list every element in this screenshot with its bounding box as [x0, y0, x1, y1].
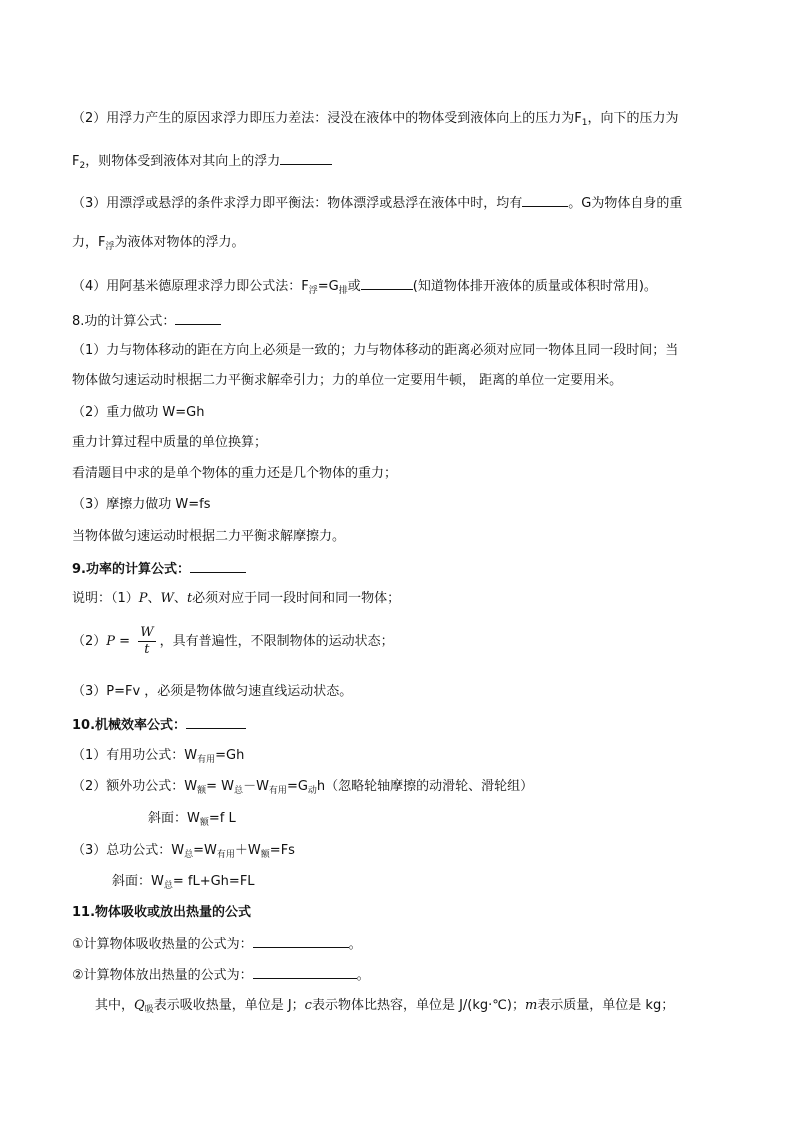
subscript: 有用 — [216, 850, 235, 860]
text: ②计算物体放出热量的公式为： — [72, 968, 253, 983]
text: ，向下的压力为 — [587, 111, 679, 126]
text: 当物体做匀速运动时根据二力平衡求解摩擦力。 — [72, 529, 346, 544]
subscript: 额 — [197, 786, 207, 796]
symbol: Q — [134, 998, 145, 1013]
text: = — [115, 634, 135, 649]
answer-blank[interactable] — [253, 966, 357, 979]
float-method-4 — [72, 277, 657, 300]
text: 看清题目中求的是单个物体的重力还是几个物体的重力； — [72, 466, 398, 481]
text: = W — [206, 779, 235, 794]
work-note-1a — [72, 342, 678, 360]
text: 为液体对物体的浮力。 — [114, 235, 245, 250]
float-method-2-line2 — [72, 152, 332, 175]
subscript: 动 — [307, 786, 317, 796]
text: h（忽略轮轴摩擦的动滑轮、滑轮组） — [316, 779, 534, 794]
text: =G — [317, 279, 339, 294]
text: 表示质量，单位是 kg； — [537, 998, 675, 1013]
text: (知道物体排开液体的质量或体积时常用)。 — [412, 279, 657, 294]
subscript: 浮 — [308, 286, 318, 296]
float-method-2-line1 — [72, 110, 679, 132]
extra-work — [72, 778, 533, 800]
heat-symbols-note — [95, 997, 674, 1019]
float-method-3-line1 — [72, 194, 682, 213]
text: ，则物体受到液体对其向上的浮力 — [85, 154, 281, 169]
power-note-2 — [72, 625, 394, 659]
text: 、 — [173, 591, 187, 606]
text: =f L — [208, 811, 236, 826]
subscript: 吸 — [144, 1005, 154, 1015]
extra-work-incline — [148, 810, 236, 832]
text: F — [72, 154, 80, 169]
subscript: 排 — [338, 286, 348, 296]
text: 。G为物体自身的重 — [568, 196, 683, 211]
answer-blank[interactable] — [522, 194, 568, 207]
text: （2）用浮力产生的原因求浮力即压力差法：浸没在液体中的物体受到液体向上的压力为 — [72, 111, 575, 126]
subscript: 总 — [184, 850, 194, 860]
answer-blank[interactable] — [361, 277, 413, 290]
symbol: c — [304, 998, 312, 1013]
text: （3）总功公式：W — [72, 843, 185, 858]
text: 其中， — [95, 998, 135, 1013]
symbol: t — [186, 591, 193, 606]
symbol: W — [160, 591, 174, 606]
heat-release — [72, 966, 370, 985]
text: （3）摩擦力做功 W=fs — [72, 497, 211, 512]
text: （1）力与物体移动的距在方向上必须是一致的；力与物体移动的距离必须对应同一物体且同一段时间；当 — [72, 343, 679, 358]
work-gravity-note-a — [72, 434, 267, 452]
work-gravity — [72, 404, 204, 422]
total-work-incline — [112, 873, 255, 895]
text: （3）P=Fv ，必须是物体做匀速直线运动状态。 — [72, 684, 353, 699]
text: （3）用漂浮或悬浮的条件求浮力即平衡法：物体漂浮或悬浮在液体中时，均有 — [72, 196, 523, 211]
work-note-1b — [72, 372, 622, 390]
text: 8.功的计算公式： — [72, 314, 176, 329]
symbol: P — [138, 591, 148, 606]
symbol: m — [524, 998, 538, 1013]
subscript: 有用 — [197, 755, 216, 765]
text: －W — [243, 779, 269, 794]
text: ， — [159, 634, 173, 649]
work-friction — [72, 496, 211, 514]
text: ＋W — [234, 843, 261, 858]
text: ①计算物体吸收热量的公式为： — [72, 937, 253, 952]
text: （2）重力做功 W=Gh — [72, 405, 205, 420]
subscript: 1 — [581, 118, 588, 128]
text: 9.功率的计算公式： — [72, 562, 190, 577]
text: 、 — [147, 591, 161, 606]
section-8-heading — [72, 312, 221, 331]
text: =Fs — [269, 843, 295, 858]
text: （2）额外功公式：W — [72, 779, 198, 794]
text: 。 — [356, 968, 370, 983]
text: =G — [286, 779, 308, 794]
subscript: 额 — [260, 850, 270, 860]
text: 表示物体比热容，单位是 J/(kg·℃)； — [311, 998, 525, 1013]
text: 说明：（1） — [72, 591, 139, 606]
text: （1）有用功公式：W — [72, 748, 198, 763]
text: 。 — [348, 937, 362, 952]
heat-absorb — [72, 935, 362, 954]
answer-blank[interactable] — [190, 560, 246, 573]
work-friction-note — [72, 528, 345, 546]
text: =W — [193, 843, 217, 858]
answer-blank[interactable] — [280, 152, 332, 165]
text: 斜面：W — [112, 874, 164, 889]
text: 重力计算过程中质量的单位换算； — [72, 435, 268, 450]
answer-blank[interactable] — [175, 312, 221, 325]
float-method-3-line2 — [72, 234, 245, 256]
subscript: 浮 — [105, 242, 115, 252]
subscript: 额 — [199, 818, 209, 828]
text: （2） — [72, 634, 107, 649]
fraction — [138, 625, 155, 658]
text: 10.机械效率公式： — [72, 718, 187, 733]
power-note-3 — [72, 683, 352, 701]
denominator: t — [144, 642, 150, 657]
subscript: 2 — [79, 161, 86, 171]
section-9-heading — [72, 560, 246, 579]
text: 或 — [347, 279, 361, 294]
text: 具有普遍性，不限制物体的运动状态； — [172, 634, 394, 649]
text: =Gh — [215, 748, 245, 763]
text: 斜面：W — [148, 811, 200, 826]
text: 必须对应于同一段时间和同一物体； — [192, 591, 401, 606]
text: = fL+Gh=FL — [172, 874, 255, 889]
work-gravity-note-b — [72, 465, 397, 483]
answer-blank[interactable] — [253, 935, 349, 948]
useful-work — [72, 747, 244, 769]
subscript: 有用 — [268, 786, 287, 796]
text: （4）用阿基米德原理求浮力即公式法：F — [72, 279, 309, 294]
subscript: 总 — [234, 786, 244, 796]
subscript: 总 — [163, 881, 173, 891]
section-10-heading — [72, 716, 246, 735]
text: 11.物体吸收或放出热量的公式 — [72, 905, 252, 920]
text: F — [574, 111, 582, 126]
text: 力，F — [72, 235, 106, 250]
answer-blank[interactable] — [186, 716, 246, 729]
numerator: W — [140, 625, 154, 640]
total-work — [72, 842, 295, 864]
text: 表示吸收热量，单位是 J； — [153, 998, 305, 1013]
symbol: P — [106, 634, 116, 649]
power-note-1 — [72, 590, 400, 608]
text: 物体做匀速运动时根据二力平衡求解牵引力；力的单位一定要用牛顿， 距离的单位一定要用米。 — [72, 373, 623, 388]
section-11-heading — [72, 904, 251, 922]
